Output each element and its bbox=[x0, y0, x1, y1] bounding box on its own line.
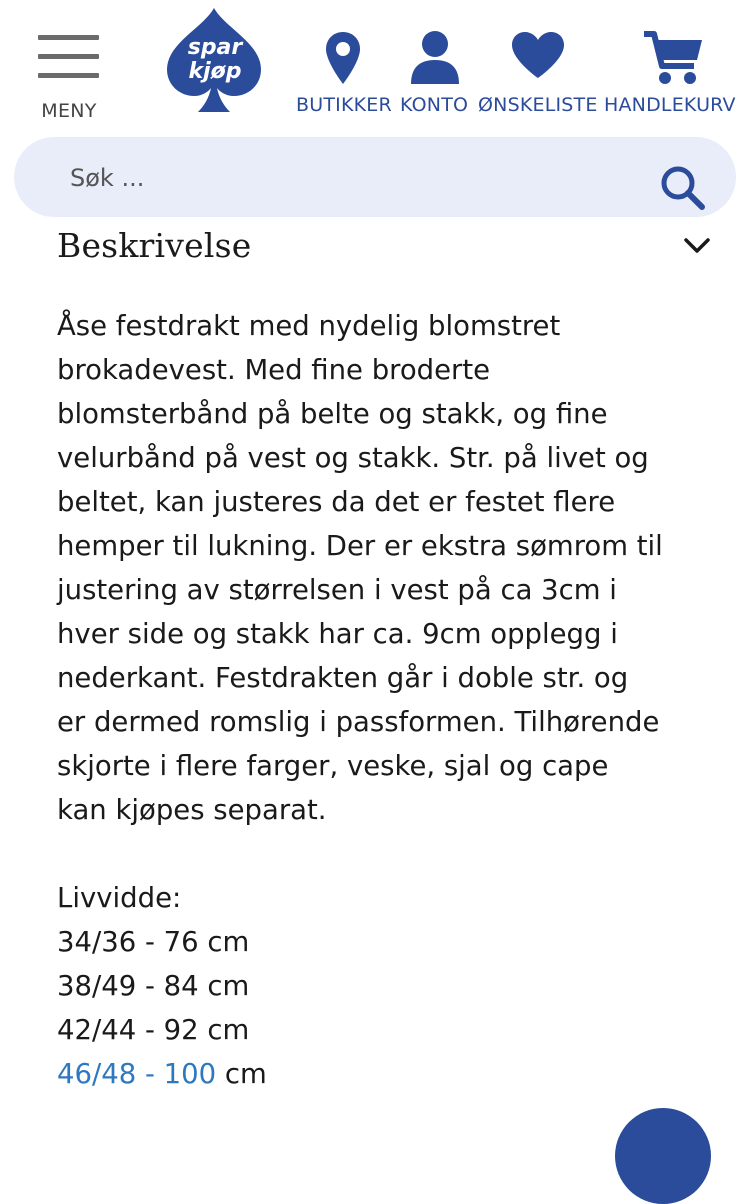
description-line: er dermed romslig i passformen. Tilhørende bbox=[57, 706, 660, 738]
svg-text:kjøp: kjøp bbox=[188, 59, 242, 84]
menu-button[interactable] bbox=[30, 30, 110, 125]
chat-button[interactable] bbox=[615, 1108, 711, 1204]
sparkjop-logo[interactable] bbox=[160, 4, 268, 116]
description-line: hemper til lukning. Der er ekstra sømrom til bbox=[57, 530, 663, 562]
hamburger-icon bbox=[38, 35, 99, 79]
location-pin-icon bbox=[324, 30, 362, 86]
description-line: nederkant. Festdrakten går i doble str. og bbox=[57, 662, 629, 694]
nav-account[interactable] bbox=[400, 30, 470, 120]
search-bar bbox=[14, 137, 736, 217]
nav-cart-label: HANDLEKURV bbox=[604, 94, 736, 116]
nav-wishlist-label: ØNSKELISTE bbox=[478, 94, 598, 116]
description-text bbox=[57, 304, 737, 832]
svg-text:spar: spar bbox=[187, 35, 243, 60]
description-line: beltet, kan justeres da det er festet flere bbox=[57, 486, 616, 518]
chevron-down-icon[interactable] bbox=[682, 234, 712, 258]
description-line: velurbånd på vest og stakk. Str. på livet og bbox=[57, 442, 649, 474]
waist-sizes bbox=[57, 876, 267, 1096]
description-line: justering av størrelsen i vest på ca 3cm i bbox=[57, 574, 617, 606]
user-icon bbox=[409, 30, 461, 84]
size-row bbox=[57, 1052, 267, 1096]
nav-stores-label: BUTIKKER bbox=[296, 94, 392, 116]
size-link[interactable]: 46/48 - 100 bbox=[57, 1058, 217, 1090]
search-icon[interactable] bbox=[658, 163, 708, 213]
size-row: 34/36 - 76 cm bbox=[57, 926, 250, 958]
description-heading[interactable]: Beskrivelse bbox=[57, 226, 252, 265]
nav-cart[interactable] bbox=[604, 30, 744, 120]
nav-stores[interactable] bbox=[296, 30, 392, 120]
site-header bbox=[0, 0, 750, 130]
nav-account-label: KONTO bbox=[400, 94, 469, 116]
description-line: hver side og stakk har ca. 9cm opplegg i bbox=[57, 618, 618, 650]
menu-label: MENY bbox=[41, 100, 97, 122]
description-line: skjorte i flere farger, veske, sjal og cape bbox=[57, 750, 609, 782]
nav-wishlist[interactable] bbox=[478, 30, 596, 120]
sizes-heading: Livvidde: bbox=[57, 882, 182, 914]
size-row: 38/49 - 84 cm bbox=[57, 970, 250, 1002]
description-line: kan kjøpes separat. bbox=[57, 794, 327, 826]
size-suffix: cm bbox=[216, 1058, 267, 1090]
shopping-cart-icon bbox=[642, 30, 704, 86]
description-line: blomsterbånd på belte og stakk, og fine bbox=[57, 398, 608, 430]
size-row: 42/44 - 92 cm bbox=[57, 1014, 250, 1046]
description-line: brokadevest. Med fine broderte bbox=[57, 354, 491, 386]
heart-icon bbox=[510, 30, 566, 80]
search-input[interactable] bbox=[68, 157, 632, 199]
description-line: Åse festdrakt med nydelig blomstret bbox=[57, 310, 561, 342]
